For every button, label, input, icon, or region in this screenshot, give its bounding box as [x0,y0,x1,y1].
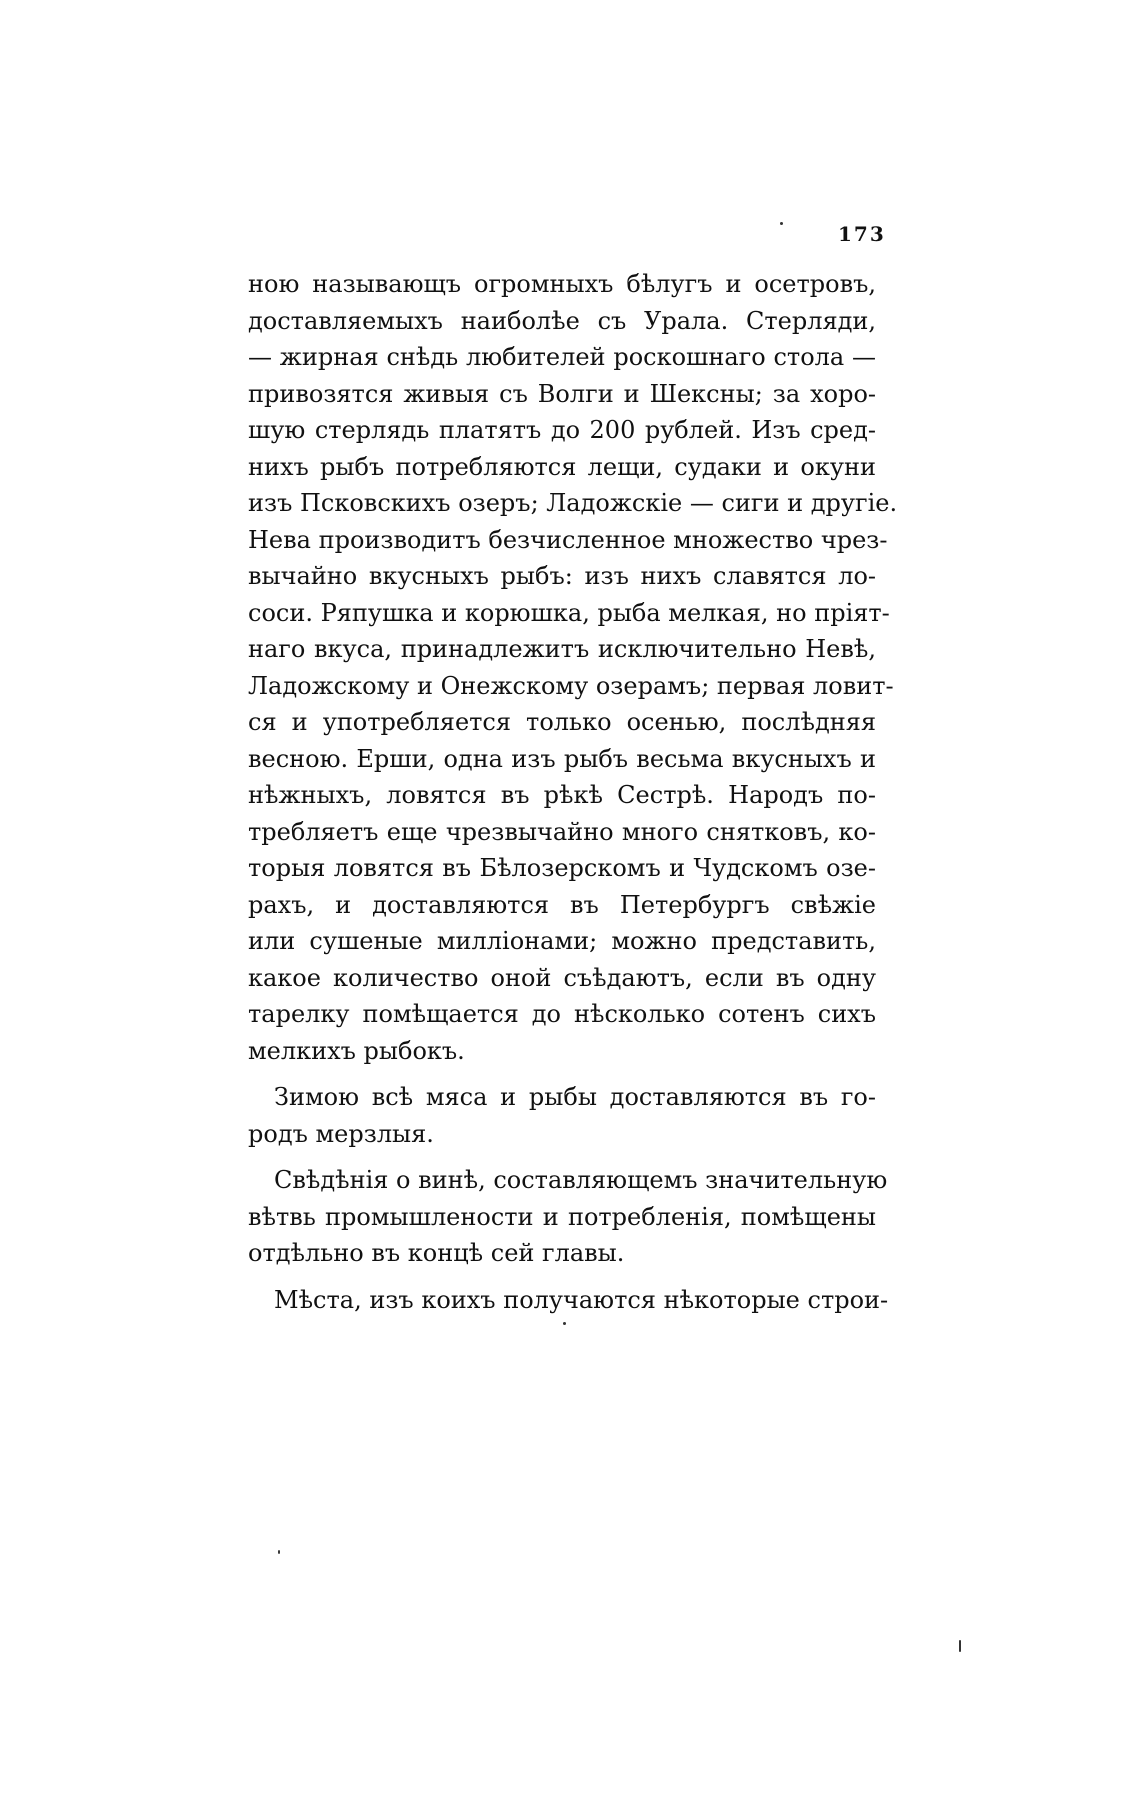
text-line: изъ Псковскихъ озеръ; Ладожскіе — сиги и другіе. [248,489,898,517]
page-number: 173 [838,222,886,246]
text-line: тарелку помѣщается до нѣсколько сотенъ сихъ [248,1000,876,1028]
scan-speck [278,1550,280,1554]
text-line: требляетъ еще чрезвычайно много снятковъ, ко- [248,817,876,846]
text-line: — жирная снѣдь любителей роскошнаго стола — [248,343,876,371]
text-line: соси. Ряпушка и корюшка, рыба мелкая, но пріят- [248,598,890,627]
text-line: вычайно вкусныхъ рыбъ: изъ нихъ славятся ло- [248,562,876,590]
paragraph-1 [248,266,898,1069]
text-line: Свѣдѣнія о винѣ, составляющемъ значительную [274,1166,888,1194]
body-text [248,266,898,1318]
text-line: отдѣльно въ концѣ сей главы. [248,1239,625,1267]
text-line: весною. Ерши, одна изъ рыбъ весьма вкусныхъ и [248,744,876,773]
paragraph-4 [248,1282,889,1319]
text-line: Зимою всѣ мяса и рыбы доставляются въ го- [274,1083,876,1111]
text-line: вѣтвь промышлености и потребленія, помѣщены [248,1202,876,1231]
text-line: ся и употребляется только осенью, послѣдняя [248,708,876,736]
text-line: нихъ рыбъ потребляются лещи, судаки и окуни [248,452,876,481]
text-line: какое количество оной съѣдаютъ, если въ одну [248,963,876,992]
text-line: торыя ловятся въ Бѣлозерскомъ и Чудскомъ озе- [248,854,876,882]
text-line: наго вкуса, принадлежитъ исключительно Невѣ, [248,635,876,663]
paragraph-2 [248,1079,876,1152]
paragraph-3 [248,1162,888,1272]
text-line: нѣжныхъ, ловятся въ рѣкѣ Сестрѣ. Народъ по- [248,781,876,809]
text-line: или сушеные милліонами; можно представить, [248,927,876,955]
text-line: Нева производитъ безчисленное множество чрез- [248,525,888,554]
text-line: доставляемыхъ наиболѣе съ Урала. Стерляди, [248,306,876,335]
text-line: Мѣста, изъ коихъ получаются нѣкоторые строи- [274,1285,889,1314]
text-line: мелкихъ рыбокъ. [248,1036,465,1065]
text-line: Ладожскому и Онежскому озерамъ; первая ловит- [248,671,894,700]
scan-speck [959,1640,961,1652]
scan-speck [780,222,783,225]
scan-speck [563,1322,566,1325]
text-line: привозятся живыя съ Волги и Шексны; за хоро- [248,379,876,408]
text-line: шую стерлядь платятъ до 200 рублей. Изъ сред- [248,416,876,444]
text-line: родъ мерзлыя. [248,1119,434,1148]
text-line: рахъ, и доставляются въ Петербургъ свѣжіе [248,890,876,919]
text-line: ною называющъ огромныхъ бѣлугъ и осетровъ, [248,270,876,298]
